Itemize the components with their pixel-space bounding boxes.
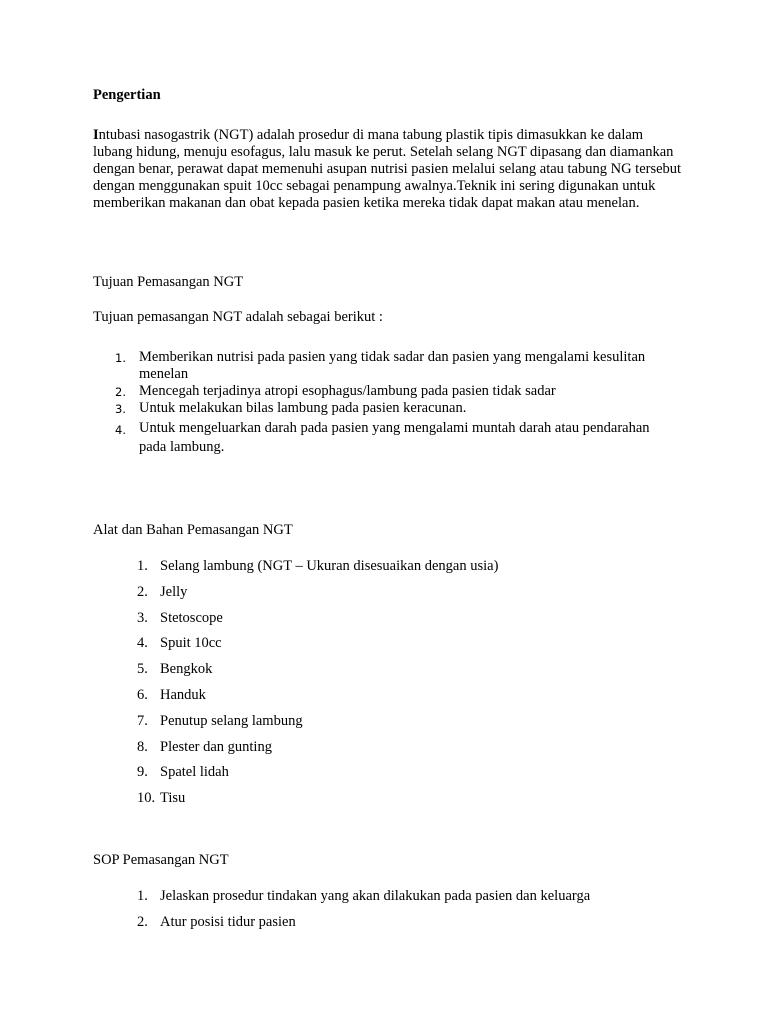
list-number: 2. (137, 913, 148, 930)
list-number: 9. (137, 764, 148, 781)
list-text: Handuk (160, 686, 206, 703)
list-item (93, 661, 653, 687)
list-number: 6. (137, 686, 148, 703)
list-number: 4. (137, 635, 148, 652)
paragraph-text: ntubasi nasogastrik (NGT) adalah prosedur di mana tabung plastik tipis dimasukkan ke dalam lubang hidung, menuju esofagus, lalu masuk ke perut. Setelah selang NGT dipasang dan diamankan dengan benar, perawat dapat memenuhi asupan nutrisi pasien melalui selang atau tabung NG tersebut dengan menggunakan spuit 10cc sebagai penampung awalnya.Teknik ini sering digunakan untuk memberikan makanan dan obat kepada pasien ketika mereka tidak dapat makan atau menelan. (93, 127, 682, 211)
list-number: 3. (137, 609, 148, 626)
list-item (93, 383, 653, 400)
list-item (93, 764, 653, 790)
list-item (93, 713, 653, 739)
list-item (93, 687, 653, 713)
list-item (93, 914, 653, 940)
sop-list (93, 888, 653, 940)
heading-sop: SOP Pemasangan NGT (93, 852, 229, 868)
list-number: 3. (115, 402, 126, 416)
list-item (93, 584, 653, 610)
list-text: Bengkok (160, 661, 213, 678)
heading-tujuan: Tujuan Pemasangan NGT (93, 274, 244, 290)
list-text: Jelly (160, 583, 188, 600)
list-item (93, 419, 653, 457)
list-item (93, 610, 653, 636)
list-text: Untuk melakukan bilas lambung pada pasien keracunan. (139, 400, 467, 416)
list-text: Memberikan nutrisi pada pasien yang tidak sadar dan pasien yang mengalami kesulitan menelan (139, 349, 646, 382)
list-number: 1. (137, 888, 148, 904)
list-text: Tisu (160, 790, 186, 807)
list-item (93, 558, 653, 584)
tujuan-list (93, 349, 653, 457)
list-text: Spuit 10cc (160, 635, 222, 652)
list-number: 5. (137, 661, 148, 678)
tujuan-intro: Tujuan pemasangan NGT adalah sebagai berikut : (93, 309, 383, 325)
list-text: Mencegah terjadinya atropi esophagus/lambung pada pasien tidak sadar (139, 383, 556, 399)
list-number: 8. (137, 738, 148, 755)
list-item (93, 349, 653, 383)
list-text: Jelaskan prosedur tindakan yang akan dilakukan pada pasien dan keluarga (160, 888, 591, 904)
list-text: Penutup selang lambung (160, 712, 303, 729)
list-number: 1. (137, 558, 148, 574)
paragraph-pengertian (93, 127, 683, 212)
list-text: Untuk mengeluarkan darah pada pasien yang mengalami muntah darah atau pendarahan pada lambung. (139, 420, 650, 455)
list-number: 2. (137, 583, 148, 600)
drop-letter: I (93, 127, 99, 143)
list-number: 2. (115, 385, 126, 399)
list-text: Atur posisi tidur pasien (160, 913, 296, 930)
list-item (93, 400, 653, 417)
alat-list (93, 558, 653, 816)
list-number: 1. (115, 351, 126, 365)
list-item (93, 635, 653, 661)
list-item (93, 790, 653, 816)
list-number: 7. (137, 712, 148, 729)
list-text: Stetoscope (160, 609, 223, 626)
list-item (93, 739, 653, 765)
list-item (93, 888, 653, 914)
list-text: Spatel lidah (160, 764, 229, 781)
list-number: 10. (137, 790, 156, 807)
list-number: 4. (115, 423, 126, 437)
list-text: Selang lambung (NGT – Ukuran disesuaikan dengan usia) (160, 558, 499, 574)
list-text: Plester dan gunting (160, 738, 272, 755)
heading-alat: Alat dan Bahan Pemasangan NGT (93, 522, 293, 538)
heading-pengertian: Pengertian (93, 87, 161, 103)
